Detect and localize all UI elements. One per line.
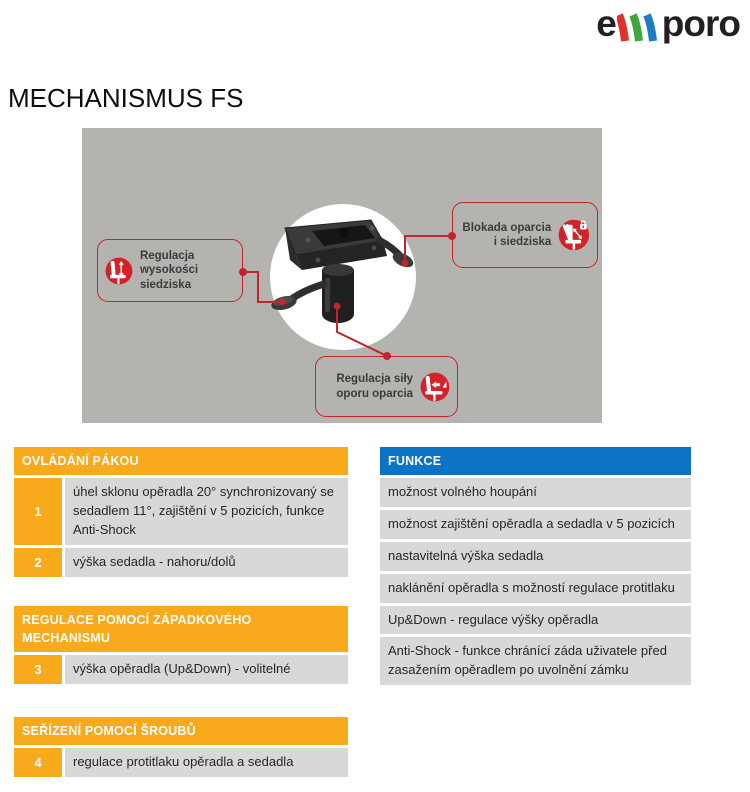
spacer: [14, 687, 348, 717]
row-text: regulace protitlaku opěradla a sedadla: [65, 748, 348, 777]
function-row: Anti-Shock - funkce chránící záda uživatele před zasažením opěradlem po uvolnění zámku: [380, 637, 691, 685]
row-number: 2: [14, 548, 62, 577]
table-header-ovladani-pakou: OVLÁDÁNÍ PÁKOU: [14, 447, 348, 475]
left-tables-column: [14, 447, 348, 780]
function-row: možnost zajištění opěradla a sedadla v 5 pozicích: [380, 510, 691, 539]
table-header-regulace-zapadkoveho: REGULACE POMOCÍ ZÁPADKOVÉHO MECHANISMU: [14, 606, 348, 652]
backrest-tension-icon: [420, 361, 450, 413]
row-number: 1: [14, 478, 62, 545]
emporo-logo: [596, 4, 740, 44]
callout-seat-height: [97, 239, 243, 302]
logo-text-e: e: [596, 3, 616, 44]
callout-backrest-lock: [452, 202, 598, 268]
function-row: naklánění opěradla s možností regulace protitlaku: [380, 574, 691, 603]
page-title: MECHANISMUS FS: [8, 83, 244, 113]
lock-glyph: [580, 221, 587, 230]
table-row: [14, 655, 348, 684]
table-row: [14, 748, 348, 777]
callout-label: Regulacja siły oporu oparcia: [336, 373, 414, 400]
spacer: [14, 580, 348, 606]
row-text: výška sedadla - nahoru/dolů: [65, 548, 348, 577]
callout-label: Regulacja wysokości siedziska: [139, 249, 199, 291]
callout-label: Blokada oparcia i siedziska: [462, 221, 552, 248]
chair-height-adjust-icon: [105, 246, 133, 296]
row-text: výška opěradla (Up&Down) - volitelné: [65, 655, 348, 684]
mechanism-diagram: [82, 128, 602, 423]
row-number: 3: [14, 655, 62, 684]
row-number: 4: [14, 748, 62, 777]
function-row: nastavitelná výška sedadla: [380, 542, 691, 571]
function-row: možnost volného houpání: [380, 478, 691, 507]
table-header-funkce: FUNKCE: [380, 447, 691, 475]
table-header-serizeni-sroubu: SEŘÍZENÍ POMOCÍ ŠROUBŮ: [14, 717, 348, 745]
callout-backrest-tension: [315, 356, 458, 417]
logo-text-poro: poro: [661, 3, 740, 44]
table-row: [14, 478, 348, 545]
function-row: Up&Down - regulace výšky opěradla: [380, 606, 691, 635]
logo-m-icon: [617, 6, 661, 42]
backrest-lock-icon: [558, 209, 590, 261]
table-row: [14, 548, 348, 577]
row-text: úhel sklonu opěradla 20° synchronizovaný se sedadlem 11°, zajištění v 5 pozicích, funkce Anti-Shock: [65, 478, 348, 545]
functions-table: [380, 447, 691, 688]
